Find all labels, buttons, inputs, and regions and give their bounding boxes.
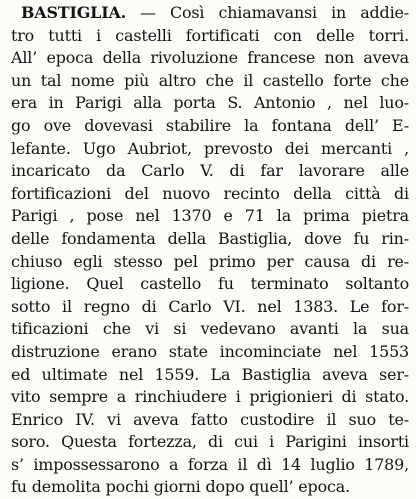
text-line: Parigi , pose nel 1370 e 71 la prima pietra bbox=[11, 206, 409, 226]
text-line: go ove dovevasi stabilire la fontana dell’ E- bbox=[11, 115, 409, 135]
text-line: s’ impossessarono a forza il dì 14 luglio 1789, bbox=[11, 454, 409, 474]
text-line: tro tutti i castelli fortificati con delle torri. bbox=[11, 25, 409, 45]
text-line: fu demolita pochi giorni dopo quell’ epoca. bbox=[11, 477, 350, 497]
text-line: lefante. Ugo Aubriot, prevosto dei mercanti , bbox=[11, 138, 409, 158]
text-line: soro. Questa fortezza, di cui i Parigini insorti bbox=[11, 432, 409, 452]
headword: BASTIGLIA. bbox=[21, 3, 127, 22]
text-line: tificazioni che vi si vedevano avanti la sua bbox=[11, 319, 409, 339]
text-line: un tal nome più altro che il castello forte che bbox=[11, 70, 409, 90]
text-line: ligione. Quel castello fu terminato soltanto bbox=[11, 274, 409, 294]
text-line: Enrico IV. vi aveva fatto custodire il suo te- bbox=[11, 409, 409, 429]
text-line: distruzione erano state incominciate nel 1553 bbox=[11, 341, 409, 361]
text-line: chiuso egli stesso pel primo per causa di re- bbox=[11, 251, 409, 271]
text-line: vito sempre a rinchiudere i prigionieri di stato. bbox=[11, 387, 409, 407]
line-text: — Così chiamavansi in addie- bbox=[140, 3, 409, 22]
text-line: delle fondamenta della Bastiglia, dove fu rin- bbox=[11, 228, 409, 248]
text-line: sotto il regno di Carlo VI. nel 1383. Le for- bbox=[11, 296, 409, 316]
text-line: ed ultimate nel 1559. La Bastiglia aveva ser- bbox=[11, 364, 409, 384]
text-line: incaricato da Carlo V. di far lavorare alle bbox=[11, 161, 409, 181]
text-line bbox=[11, 2, 409, 25]
text-line: fortificazioni del nuovo recinto della città di bbox=[11, 183, 409, 203]
text-line: era in Parigi alla porta S. Antonio , nel luo- bbox=[11, 93, 409, 113]
article-text bbox=[11, 2, 409, 499]
text-line: All’ epoca della rivoluzione francese non aveva bbox=[11, 48, 409, 68]
